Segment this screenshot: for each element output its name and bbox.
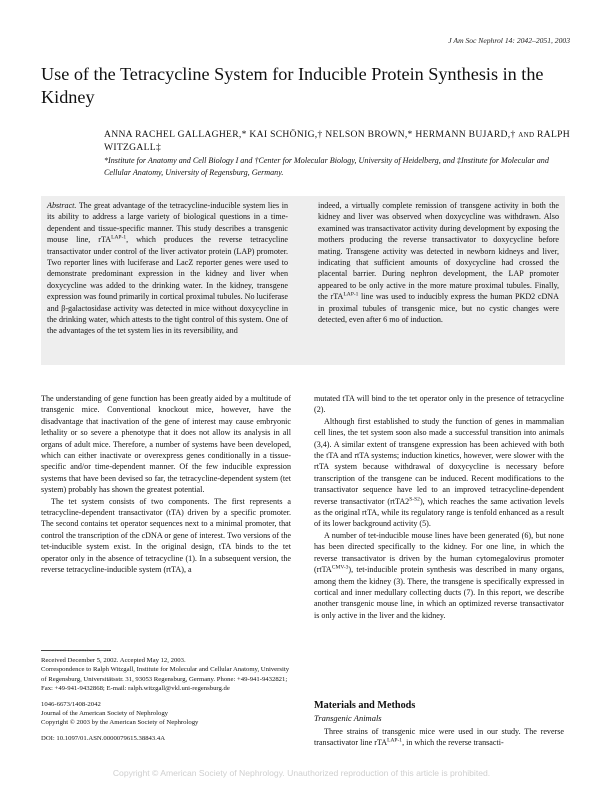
abstract-label: Abstract. (47, 201, 77, 210)
footnote-correspondence: Correspondence to Ralph Witzgall, Institute for Molecular and Cellular Anatomy, University of Regensburg, Universitätsstr. 31, 93053 Regensburg, Germany. Phone: +49-941-9432821; Fax: +49-941-9432868; E-mail: ralph.witzgall@vkl.uni-regensburg.de (41, 666, 290, 693)
abstract-text-left: The great advantage of the tetracycline-inducible system lies in its ability to address a large variety of biological questions in a time-dependent and tissue-specific manner. This study describes a transgenic mouse line, rTA$^{LAP-1}$, which produces the reverse tetracycline transactivator under control of the liver activator protein (LAP) promoter. Two reporter lines with luciferase and LacZ reporter genes were used to demonstrate predominant expression in the kidney and liver when doxycycline was added to the drinking water. In the kidney, transgene expression was found primarily in cortical proximal tubules. No luciferase and β-galactosidase activity was detected in mice without doxycycline in the drinking water, which attests to the tight control of this system. One of the advantages of the tet system lies in its reversibility, and (47, 201, 288, 336)
footnote-doi: DOI: 10.1097/01.ASN.0000079615.38843.4A (41, 734, 166, 742)
affiliations: *Institute for Anatomy and Cell Biology I and †Center for Molecular Biology, University of Heidelberg, and ‡Institute for Molecular and Cellular Anatomy, University of Regensburg, Germany. (104, 156, 549, 177)
abstract-text-right: indeed, a virtually complete remission of transgene activity in both the kidney and liver was observed when doxycycline was withdrawn. Also examined was transactivator activity during development by exposing the mothers producing the reverse transactivator to doxycycline before mating. Transgene activity was detected in newborn kidneys and liver, indicating that sufficient amounts of doxycycline had crossed the placental barrier. During nephron development, the LAP promoter appeared to be only active in the more mature proximal tubules. Finally, the rTA$^{LAP-1}$ line was used to inducibly express the human PKD2 cDNA in proximal tubules of transgenic mice, but no cystic changes were detected, even after 6 mo of induction. (318, 201, 559, 325)
author-list: ANNA RACHEL GALLAGHER,* KAI SCHÖNIG,† NELSON BROWN,* HERMANN BUJARD,† and RALPH WITZGALL‡ (104, 129, 570, 153)
body-paragraph: The understanding of gene function has been greatly aided by a multitude of transgenic mice. Conventional knockout mice, however, have the disadvantage that inactivation of the gene of interest may cause embryonic lethality or so severe a phenotype that it does not allow its analysis in all organs of adult mice. Therefore, a number of systems have been developed, which can either inactivate or overexpress genes conditionally in a tissue-specific and/or time-dependent manner. Of the few inducible expression systems that have been devised so far, the tetracycline-dependent system (tet system) probably has shown the greatest potential. (41, 394, 291, 495)
footnote-journal: Journal of the American Society of Nephrology (41, 710, 169, 718)
body-right-column (314, 393, 564, 621)
body-paragraph: The tet system consists of two components. The first represents a tetracycline-dependent transactivator (tTA) driven by a specific promoter. The second contains tet operator sequences next to a minimal promoter, that control the transcription of the cDNA or gene of interest. Two versions of the tet-inducible system exist. In the original design, tTA binds to the tet operator only in the absence of tetracycline (1). In a subsequent version, the reverse tetracycline-inducible system (rtTA), a (41, 496, 291, 575)
article-title: Use of the Tetracycline System for Inducible Protein Synthesis in the Kidney (41, 64, 544, 107)
footnote-issn: 1046-6673/1408-2042 (41, 700, 101, 708)
body-left-column (41, 393, 291, 576)
journal-reference: J Am Soc Nephrol 14: 2042–2051, 2003 (448, 36, 570, 45)
abstract-left-column (47, 200, 288, 337)
body-paragraph: Although first established to study the function of genes in mammalian cell lines, the tet system soon also made a successful transition into animals (3,4). A similar extent of transgene expression has been achieved with both the tTA and rtTA systems; induction kinetics, however, were slower with the rtTA system because withdrawal of doxycycline is necessary before transcription of the transgene can be induced. Recent modifications to the transactivator sequence have led to an improved tetracycline-dependent reverse transactivator $(rtTA2^{S-S2})$, which reaches the same activation levels as the original rtTA, while its regulatory range is tenfold enhanced as a result of its lower background activity (5). (314, 416, 564, 529)
subsection-heading: Transgenic Animals (314, 713, 382, 723)
body-paragraph: mutated tTA will bind to the tet operator only in the presence of tetracycline (2). (314, 394, 564, 415)
copyright-watermark: Copyright © American Society of Nephrology. Unauthorized reproduction of this article is prohibited. (112, 768, 491, 778)
methods-text: Three strains of transgenic mice were used in our study. The reverse transactivator line rTA$^{LAP-1}$, in which the reverse transacti- (314, 727, 564, 748)
body-paragraph: A number of tet-inducible mouse lines have been generated (6), but none has been directed specifically to the kidney. For one line, in which the reverse transactivator is driven by the human cytomegalovirus promoter (rtTA$^{CMV-3}$), tet-inducible protein synthesis was described in many organs, among them the kidney (3). There, the transgene is specifically expressed in cortical and inner medullary collecting ducts (7). In this report, we describe another transgenic mouse line, in which an optimized reverse transactivator is only active in the liver and the kidney. (314, 530, 564, 620)
footnote (41, 656, 291, 743)
footnote-rule (41, 650, 111, 651)
footnote-received: Received December 5, 2002. Accepted May 12, 2003. (41, 657, 186, 664)
footnote-copyright: Copyright © 2003 by the American Society of Nephrology (41, 719, 199, 727)
section-heading: Materials and Methods (314, 700, 416, 711)
abstract-right-column (318, 200, 559, 325)
